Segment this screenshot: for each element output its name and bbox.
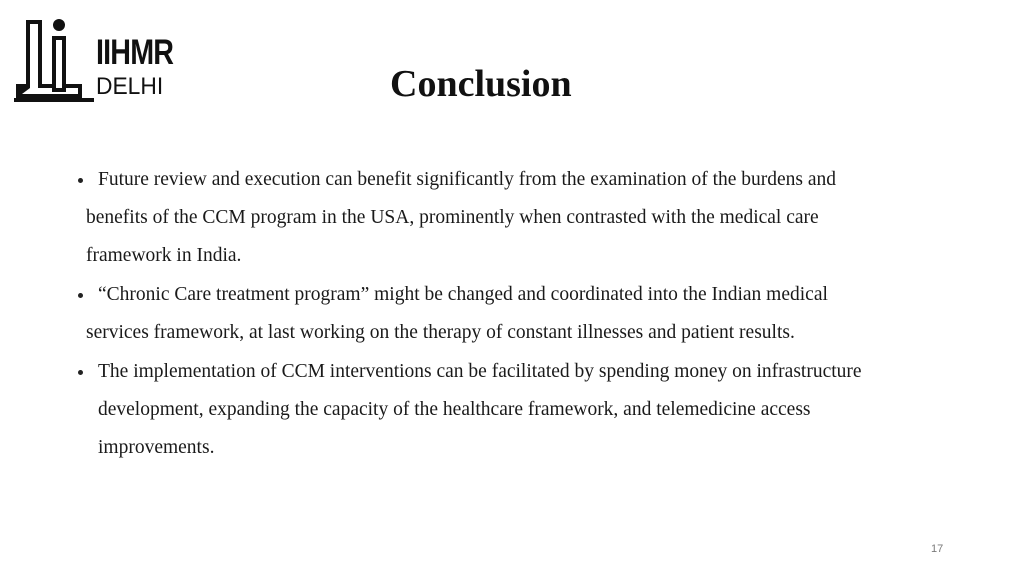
- bullet-3-line-3: improvements.: [98, 437, 215, 458]
- bullet-marker: [78, 370, 83, 375]
- page-number: 17: [931, 543, 944, 555]
- bullet-1-line-3: framework in India.: [86, 245, 242, 266]
- bullet-1-line-2: benefits of the CCM program in the USA, prominently when contrasted with the medical care: [86, 207, 819, 228]
- bullet-marker: [78, 293, 83, 298]
- bullet-2-line-2: services framework, at last working on the therapy of constant illnesses and patient results.: [86, 322, 795, 343]
- bullet-1-line-1: Future review and execution can benefit significantly from the examination of the burdens and: [98, 169, 837, 190]
- slide-title: Conclusion: [390, 63, 572, 105]
- logo-text-delhi: DELHI: [96, 73, 164, 100]
- bullet-3-line-2: development, expanding the capacity of the healthcare framework, and telemedicine access: [98, 399, 811, 420]
- bullet-marker: [78, 178, 83, 183]
- il-monogram-icon: [12, 14, 96, 102]
- iihmr-delhi-logo: [12, 14, 187, 102]
- logo-text-iihmr: IIHMR: [96, 33, 174, 72]
- bullet-3-line-1: The implementation of CCM interventions can be facilitated by spending money on infrastructure: [98, 361, 862, 382]
- bullet-2-line-1: “Chronic Care treatment program” might be changed and coordinated into the Indian medical: [98, 284, 828, 305]
